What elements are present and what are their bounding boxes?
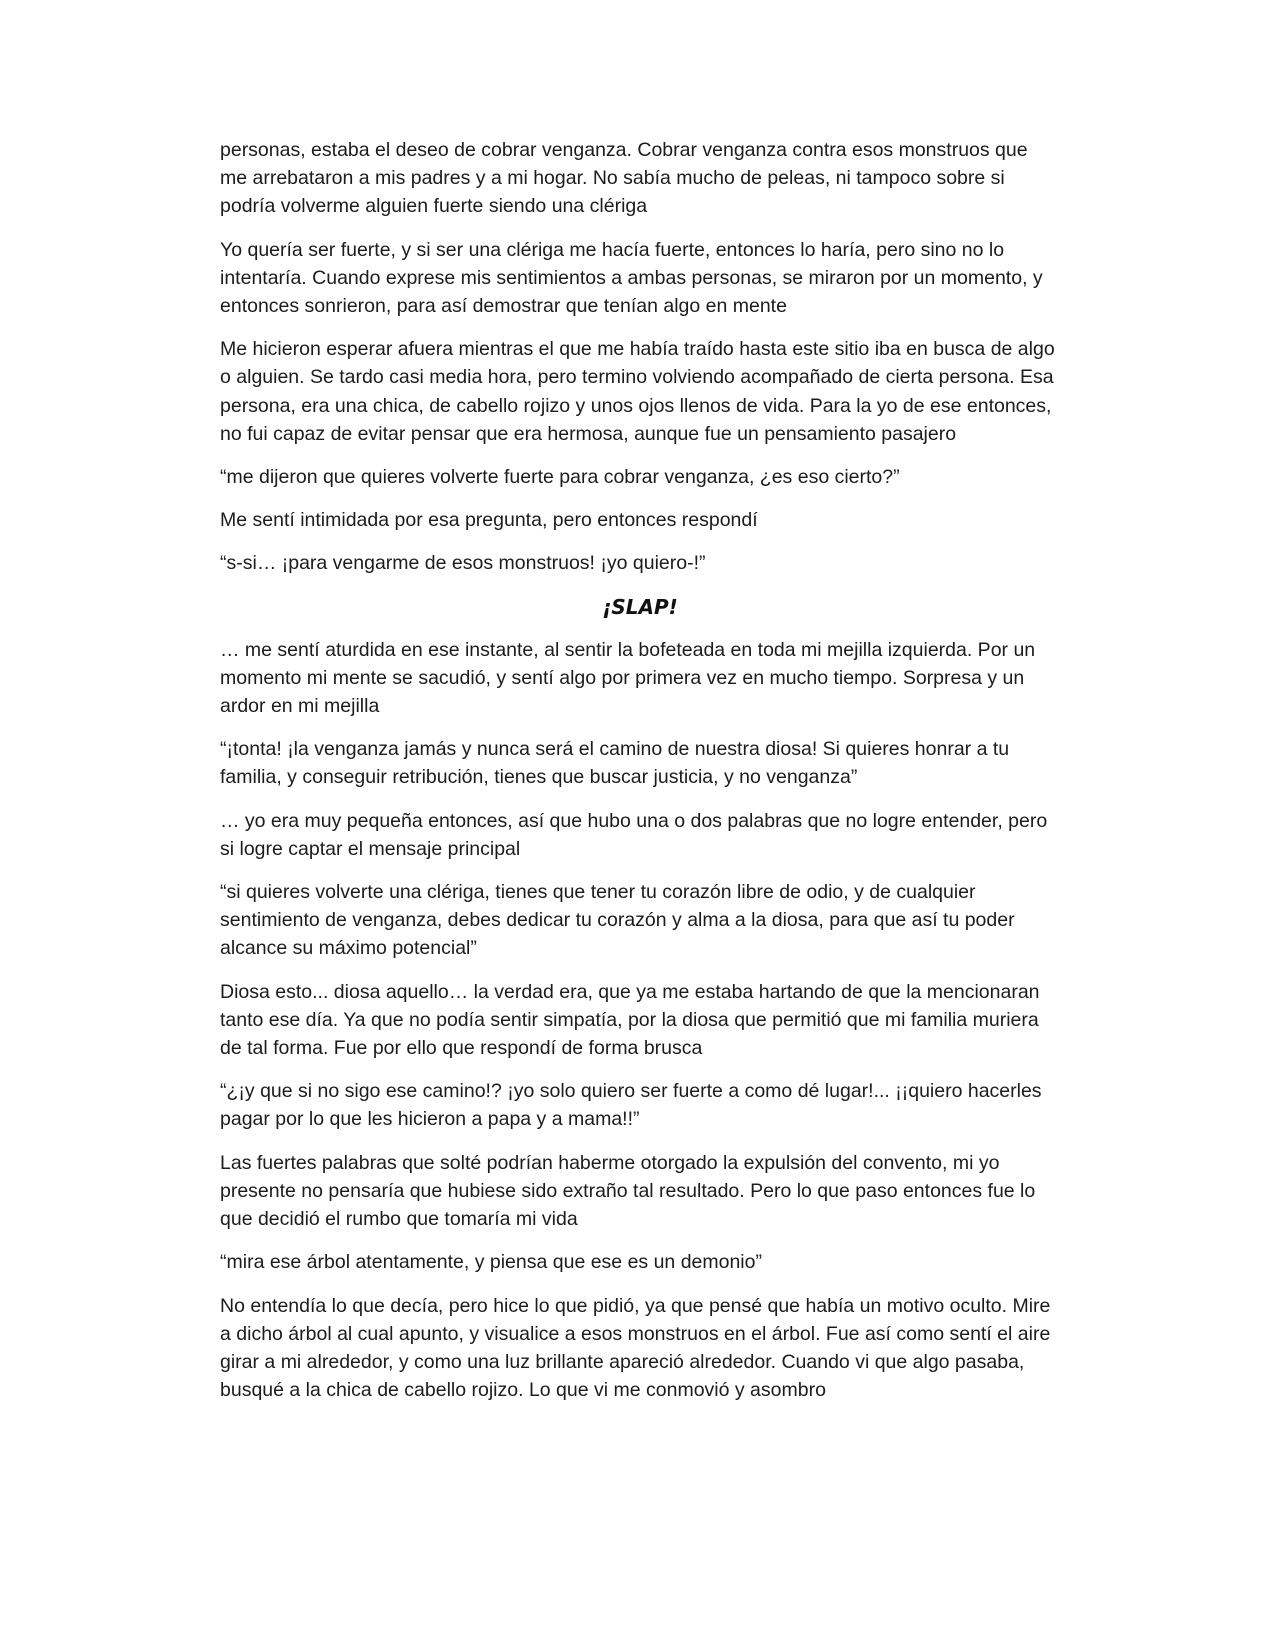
slap-sound-effect: ¡SLAP! — [602, 594, 678, 619]
paragraph-6: … yo era muy pequeña entonces, así que hubo una o dos palabras que no logre entender, pero si logre captar el mensaje principal — [220, 809, 1048, 860]
dialogue-5: “¿¡y que si no sigo ese camino!? ¡yo solo quiero ser fuerte a como dé lugar!... ¡¡quiero hacerles pagar por lo que les hicieron a papa y a mama!!” — [220, 1080, 1042, 1131]
dialogue-2: “s-si… ¡para vengarme de esos monstruos! ¡yo quiero-!” — [220, 552, 706, 575]
paragraph-2: Yo quería ser fuerte, y si ser una clériga me hacía fuerte, entonces lo haría, pero sino no lo intentaría. Cuando exprese mis sentimientos a ambas personas, se miraron por un momento, y entonces sonrieron, para así demostrar que tenían algo en mente — [220, 238, 1043, 318]
paragraph-1: personas, estaba el deseo de cobrar venganza. Cobrar venganza contra esos monstruos que me arrebataron a mis padres y a mi hogar. No sabía mucho de peleas, ni tampoco sobre si podría volverme alguien fuerte siendo una clériga — [220, 139, 1028, 218]
dialogue-1: “me dijeron que quieres volverte fuerte para cobrar venganza, ¿es eso cierto?” — [220, 466, 900, 489]
paragraph-7: Diosa esto... diosa aquello… la verdad era, que ya me estaba hartando de que la mencionaran tanto ese día. Ya que no podía sentir simpatía, por la diosa que permitió que mi familia muriera de tal forma. Fue por ello que respondí de forma brusca — [220, 980, 1040, 1060]
dialogue-3: “¡tonta! ¡la venganza jamás y nunca será el camino de nuestra diosa! Si quieres honrar a tu familia, y conseguir retribución, tienes que buscar justicia, y no venganza” — [220, 738, 1010, 789]
dialogue-6: “mira ese árbol atentamente, y piensa que ese es un demonio” — [220, 1251, 762, 1274]
paragraph-3: Me hicieron esperar afuera mientras el que me había traído hasta este sitio iba en busca de algo o alguien. Se tardo casi media hora, pero termino volviendo acompañado de cierta persona. Esa persona, era una chica, de cabello rojizo y unos ojos llenos de vida. Para la yo de ese entonces, no fui capaz de evitar pensar que era hermosa, aunque fue un pensamiento pasajero — [220, 338, 1055, 445]
document-body — [220, 136, 1060, 1419]
paragraph-4: Me sentí intimidada por esa pregunta, pero entonces respondí — [220, 509, 758, 532]
paragraph-8: Las fuertes palabras que solté podrían haberme otorgado la expulsión del convento, mi yo presente no pensaría que hubiese sido extraño tal resultado. Pero lo que paso entonces fue lo que decidió el rumbo que tomaría mi vida — [220, 1151, 1036, 1231]
dialogue-4: “si quieres volverte una clériga, tienes que tener tu corazón libre de odio, y de cualquier sentimiento de venganza, debes dedicar tu corazón y alma a la diosa, para que así tu poder alcance su máximo potencial” — [220, 881, 1015, 960]
paragraph-9: No entendía lo que decía, pero hice lo que pidió, ya que pensé que había un motivo oculto. Mire a dicho árbol al cual apunto, y visualice a esos monstruos en el árbol. Fue así como sentí el aire girar a mi alrededor, y como una luz brillante apareció alrededor. Cuando vi que algo pasaba, busqué a la chica de cabello rojizo. Lo que vi me conmovió y asombro — [220, 1294, 1051, 1402]
paragraph-5: … me sentí aturdida en ese instante, al sentir la bofeteada en toda mi mejilla izquierda. Por un momento mi mente se sacudió, y sentí algo por primera vez en mucho tiempo. Sorpresa y un ardor en mi mejilla — [220, 638, 1036, 718]
